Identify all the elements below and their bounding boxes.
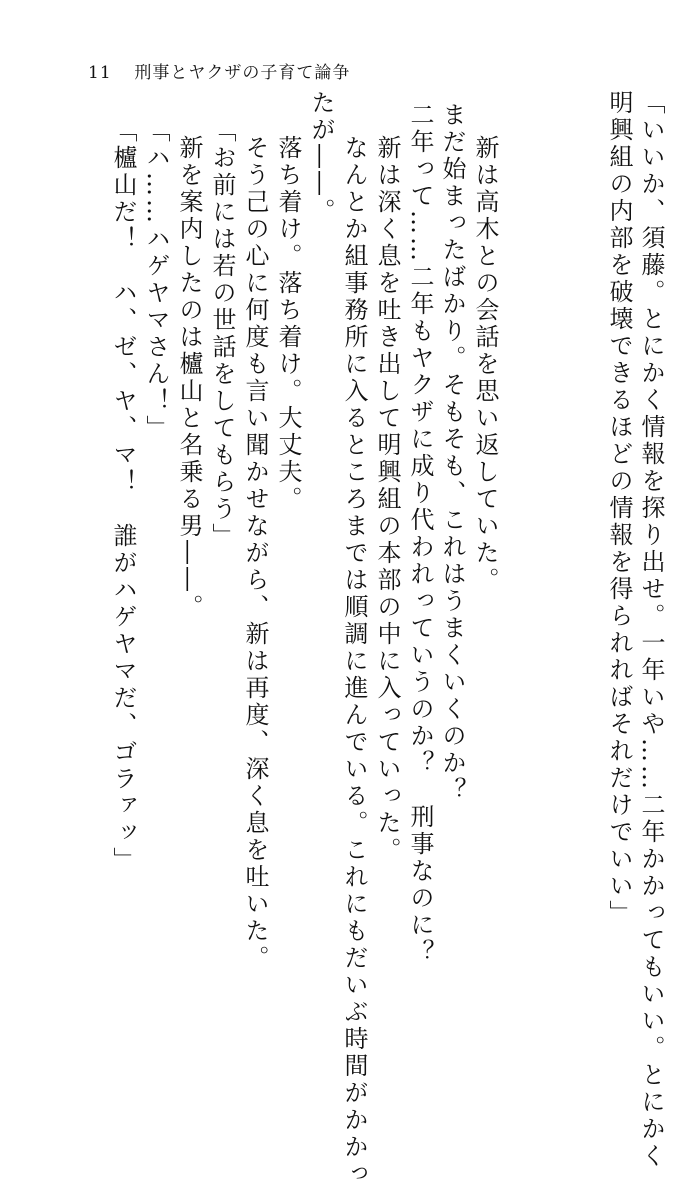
running-title: 刑事とヤクザの子育て論争 [134, 63, 351, 83]
text-line: たが――。 [307, 90, 335, 225]
text-line: 新は高木との会話を思い返していた。 [471, 135, 499, 594]
page-header [88, 58, 350, 83]
text-line: まだ始まったばかり。そもそも、これはうまくいくのか？ [438, 102, 466, 804]
text-line: 「いいか、須藤。とにかく情報を探り出せ。一年いや……二年かかってもいい。とにかく [637, 90, 665, 1170]
text-line: 二年って……二年もヤクザに成り代われっていうのか？ 刑事なのに？ [406, 102, 434, 966]
text-line: 「お前には若の世話をしてもらう」 [208, 118, 236, 550]
vertical-text-body [40, 90, 666, 1188]
text-line: そう己の心に何度も言い聞かせながら、新は再度、深く息を吐いた。 [241, 135, 269, 972]
text-line: 「櫨山だ！ ハ、ゼ、ヤ、マ！ 誰がハゲヤマだ、ゴラァッ」 [109, 118, 137, 874]
text-line: 落ち着け。落ち着け。大丈夫。 [274, 135, 302, 513]
text-line: なんとか組事務所に入るところまでは順調に進んでいる。これにもだいぶ時間がかかっ [340, 135, 368, 1188]
text-line: 新を案内したのは櫨山と名乗る男――。 [175, 135, 203, 621]
text-line: 新は深く息を吐き出して明興組の本部の中に入っていった。 [373, 135, 401, 864]
text-line: 明興組の内部を破壊できるほどの情報を得られればそれだけでいい」 [605, 90, 633, 927]
text-line: 「ハ……ハゲヤマさん！」 [142, 118, 170, 442]
page-number: 11 [88, 63, 112, 83]
